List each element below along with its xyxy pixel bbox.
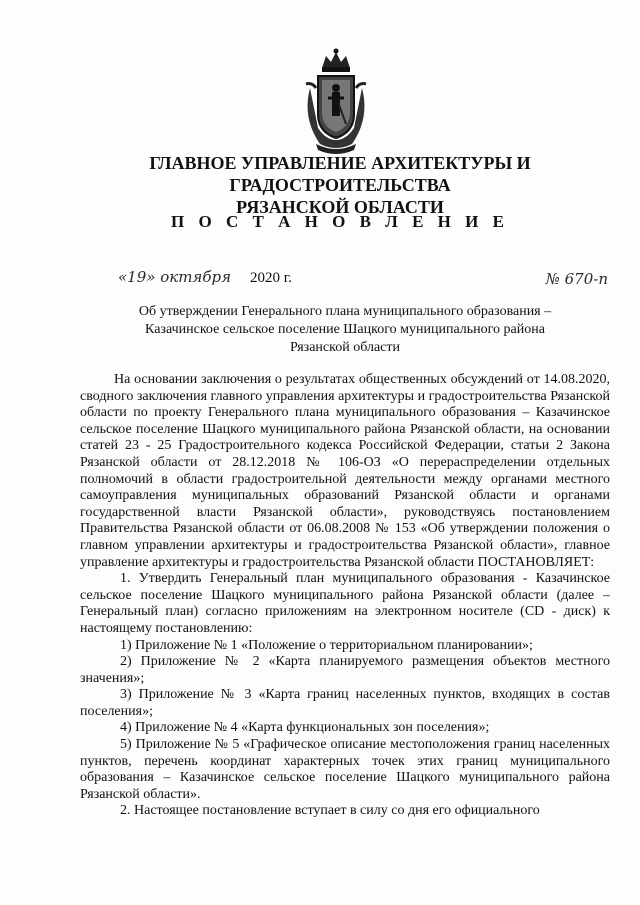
document-body — [80, 372, 610, 820]
appendix-item-2: 2) Приложение № 2 «Карта планируемого размещения объектов местного значения»; — [80, 654, 610, 686]
preamble-paragraph: На основании заключения о результатах общественных обсуждений от 14.08.2020, сводного заключения главного управления архитектуры и градостроительства Рязанской области по проекту Генерального плана муниципального образования – Казачинское сельское поселение Шацкого муниципального района Рязанской области, на основании статей 23 - 25 Градостроительного кодекса Российской Федерации, статьи 2 Закона Рязанской области от 28.12.2018 № 106-ОЗ «О перераспределении отдельных полномочий в области градостроительной деятельности между органами местного самоуправления муниципальных образований Рязанской области и органами государственной власти Рязанской области», руководствуясь постановлением Правительства Рязанской области от 06.08.2008 № 153 «Об утверждении положения о главном управлении архитектуры и градостроительства Рязанской области», главное управление архитектуры и градостроительства Рязанской области ПОСТАНОВЛЯЕТ: — [80, 372, 610, 570]
appendix-item-3: 3) Приложение № 3 «Карта границ населенных пунктов, входящих в состав поселения»; — [80, 687, 610, 719]
clause-1: 1. Утвердить Генеральный план муниципального образования - Казачинское сельское поселение Шацкого муниципального района Рязанской области (далее – Генеральный план) согласно приложениям на электронном носителе (CD - диск) к настоящему постановлению: — [80, 571, 610, 636]
date-number-line — [118, 268, 608, 292]
document-type-title: П О С Т А Н О В Л Е Н И Е — [171, 212, 509, 231]
subject-line-2: Казачинское сельское поселение Шацкого муниципального района — [145, 322, 545, 337]
appendix-item-1: 1) Приложение № 1 «Положение о территориальном планировании»; — [120, 637, 533, 653]
document-subject — [80, 303, 610, 357]
clause-2: 2. Настоящее постановление вступает в силу со дня его официального — [120, 803, 540, 819]
coat-of-arms-icon — [298, 48, 374, 156]
handwritten-date: «19» октября — [118, 268, 232, 286]
organization-name — [40, 152, 640, 218]
org-line-2: РЯЗАНСКОЙ ОБЛАСТИ — [236, 197, 444, 217]
org-line-1: ГЛАВНОЕ УПРАВЛЕНИЕ АРХИТЕКТУРЫ И ГРАДОСТРОИТЕЛЬСТВА — [149, 153, 531, 195]
subject-line-1: Об утверждении Генерального плана муниципального образования – — [138, 304, 552, 319]
appendix-item-5: 5) Приложение № 5 «Графическое описание местоположения границ населенных пунктов, перечень координат характерных точек этих границ муниципального образования – Казачинское сельское поселение Шацкого муниципального района Рязанской области». — [80, 737, 610, 802]
date-year: 2020 г. — [250, 270, 292, 286]
subject-line-3: Рязанской области — [289, 340, 401, 355]
document-number: № 670-п — [545, 270, 608, 288]
appendix-item-4: 4) Приложение № 4 «Карта функциональных зон поселения»; — [120, 720, 490, 736]
